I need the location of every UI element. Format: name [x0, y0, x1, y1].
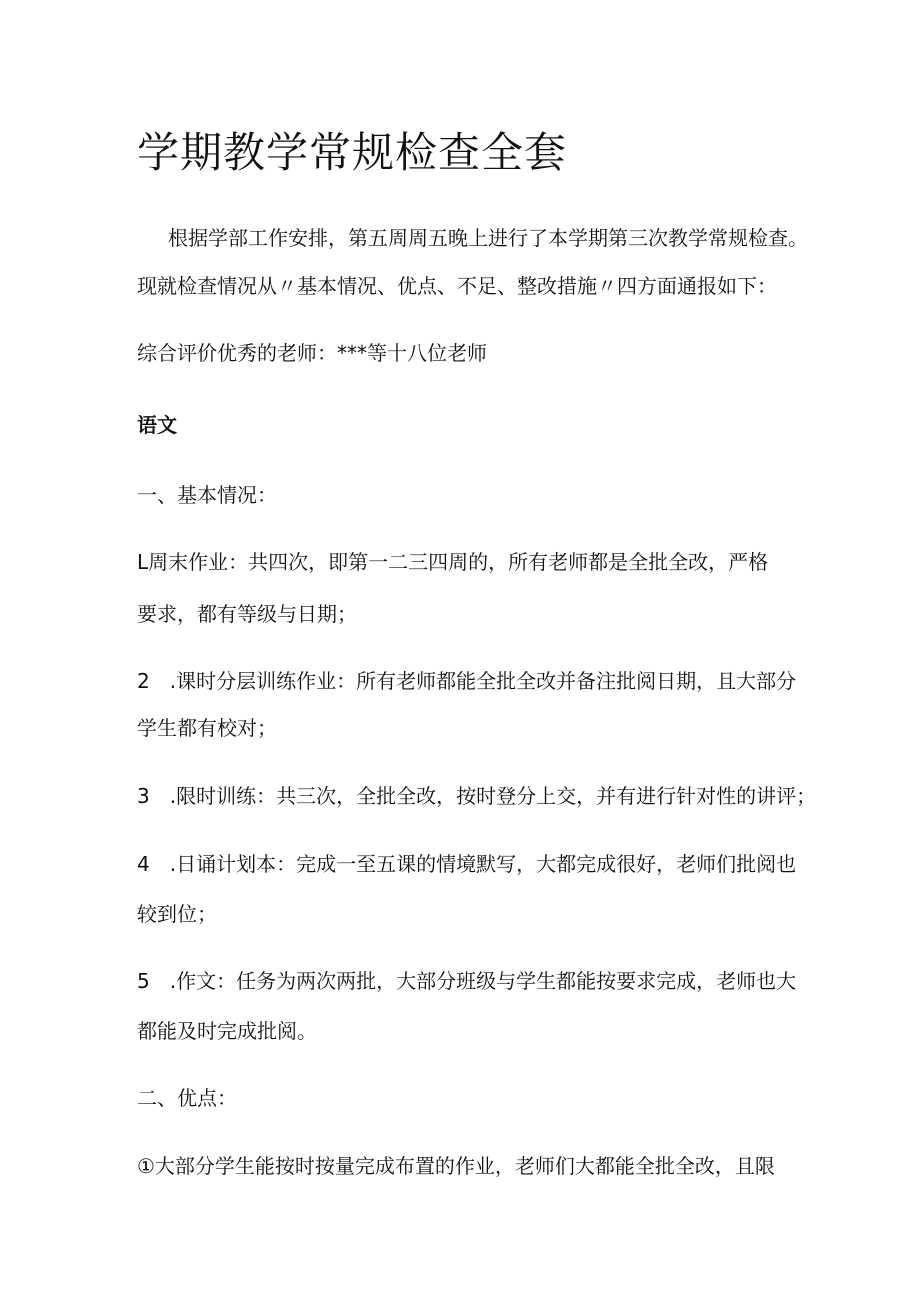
intro-line-2: 现就检查情况从〃基本情况、优点、不足、整改措施〃四方面通报如下：	[137, 274, 777, 298]
subject-heading: 语文	[137, 413, 177, 437]
advantage-1-line-1: ①大部分学生能按时按量完成布置的作业，老师们大都能全批全改，且限	[137, 1154, 775, 1178]
item-1-line-2: 要求，都有等级与日期；	[137, 602, 357, 626]
item-4-line-2: 较到位；	[137, 902, 217, 926]
document-title: 学期教学常规检查全套	[137, 128, 568, 177]
item-2-line-2: 学生都有校对；	[137, 716, 277, 740]
item-1-line-1: L周末作业：共四次，即第一二三四周的，所有老师都是全批全改，严格	[137, 550, 769, 574]
excellent-teachers: 综合评价优秀的老师：***等十八位老师	[137, 341, 487, 365]
item-3-line-1: 3 .限时训练：共三次，全批全改，按时登分上交，并有进行针对性的讲评；	[137, 784, 817, 808]
intro-line-1: 根据学部工作安排，第五周周五晚上进行了本学期第三次教学常规检查。	[168, 226, 808, 250]
section-advantages-heading: 二、优点：	[137, 1086, 237, 1110]
item-5-line-2: 都能及时完成批阅。	[137, 1019, 317, 1043]
section-basic-heading: 一、基本情况：	[137, 483, 277, 507]
item-2-line-1: 2 .课时分层训练作业：所有老师都能全批全改并备注批阅日期，且大部分	[137, 669, 797, 693]
item-4-line-1: 4 .日诵计划本：完成一至五课的情境默写，大都完成很好，老师们批阅也	[137, 852, 797, 876]
item-5-line-1: 5 .作文：任务为两次两批，大部分班级与学生都能按要求完成，老师也大	[137, 969, 797, 993]
